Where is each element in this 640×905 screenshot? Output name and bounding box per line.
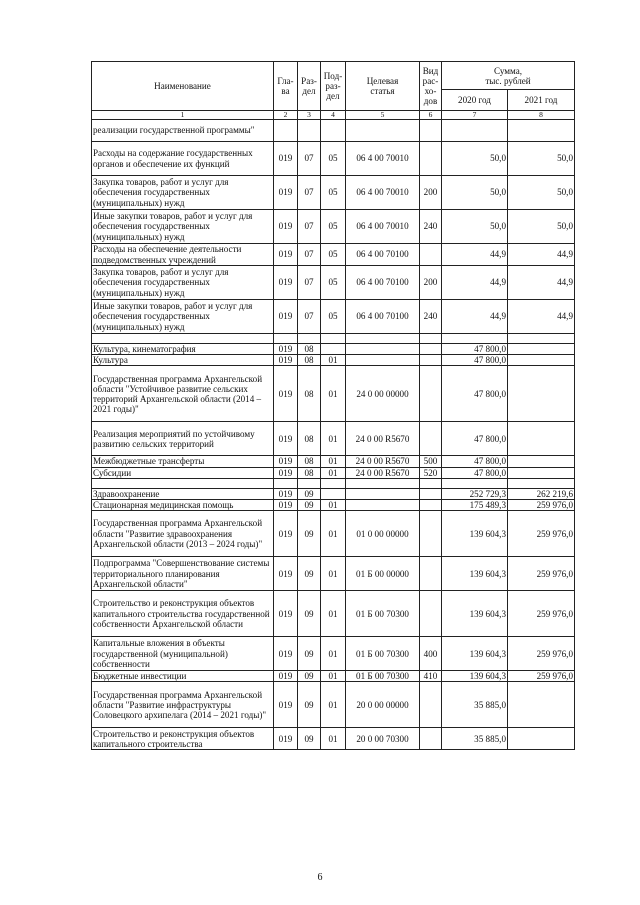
row-podrazdel (321, 120, 346, 142)
row-glava: 019 (274, 488, 298, 499)
row-name: Государственная программа Архангельской области "Развитие инфраструктуры Соловецкого архипелага (2014 – 2021 годы)" (92, 682, 274, 728)
row-target: 24 0 00 R5670 (346, 422, 420, 456)
row-sum-2020: 47 800,0 (442, 456, 508, 467)
row-target: 01 Б 00 70300 (346, 591, 420, 637)
row-target (346, 488, 420, 499)
row-sum-2020: 47 800,0 (442, 344, 508, 355)
header-target: Целевая статья (346, 62, 420, 111)
row-vid: 240 (420, 300, 442, 334)
row-sum-2020: 139 604,3 (442, 637, 508, 671)
table-body (92, 120, 575, 750)
row-vid (420, 366, 442, 422)
row-name: Строительство и реконструкция объектов капитального строительства (92, 728, 274, 750)
row-target: 06 4 00 70010 (346, 142, 420, 176)
row-sum-2020: 44,9 (442, 300, 508, 334)
row-razdel: 08 (298, 366, 321, 422)
row-podrazdel: 01 (321, 557, 346, 591)
colnum: 7 (442, 111, 508, 120)
row-target (346, 344, 420, 355)
row-name: Здравоохранение (92, 488, 274, 499)
row-sum-2020 (442, 120, 508, 142)
row-vid: 410 (420, 671, 442, 682)
row-sum-2021: 44,9 (508, 244, 575, 266)
table-row (92, 456, 575, 467)
colnum: 4 (321, 111, 346, 120)
empty-cell (274, 478, 298, 488)
colnum: 8 (508, 111, 575, 120)
row-target: 20 0 00 00000 (346, 682, 420, 728)
row-target: 24 0 00 00000 (346, 366, 420, 422)
row-target: 06 4 00 70010 (346, 210, 420, 244)
colnum: 6 (420, 111, 442, 120)
row-vid: 500 (420, 456, 442, 467)
header-vid: Вид рас- хо- дов (420, 62, 442, 111)
row-sum-2020: 50,0 (442, 210, 508, 244)
row-vid (420, 142, 442, 176)
table-row (92, 176, 575, 210)
row-name: Капитальные вложения в объекты государственной (муниципальной) собственности (92, 637, 274, 671)
row-sum-2020: 50,0 (442, 142, 508, 176)
empty-cell (346, 334, 420, 344)
table-row (92, 422, 575, 456)
empty-cell (442, 478, 508, 488)
row-podrazdel: 01 (321, 511, 346, 557)
row-target: 01 Б 00 70300 (346, 637, 420, 671)
row-name: Государственная программа Архангельской области "Устойчивое развитие сельских территорий Архангельской области (2014 – 2021 годы)" (92, 366, 274, 422)
header-sum: Сумма, тыс. рублей (442, 62, 575, 90)
row-glava: 019 (274, 682, 298, 728)
header-2021: 2021 год (508, 90, 575, 111)
row-razdel: 09 (298, 671, 321, 682)
table-row (92, 344, 575, 355)
table-row (92, 266, 575, 300)
row-sum-2021: 50,0 (508, 210, 575, 244)
row-podrazdel: 01 (321, 422, 346, 456)
row-name: Иные закупки товаров, работ и услуг для обеспечения государственных (муниципальных) нужд (92, 300, 274, 334)
table-row (92, 366, 575, 422)
row-glava: 019 (274, 300, 298, 334)
row-podrazdel: 05 (321, 266, 346, 300)
row-target: 06 4 00 70100 (346, 244, 420, 266)
row-glava (274, 120, 298, 142)
row-razdel: 07 (298, 266, 321, 300)
row-vid: 400 (420, 637, 442, 671)
header-podrazdel: Под- раз- дел (321, 62, 346, 111)
row-target (346, 120, 420, 142)
table-row (92, 637, 575, 671)
colnum: 5 (346, 111, 420, 120)
row-razdel: 09 (298, 511, 321, 557)
row-podrazdel: 01 (321, 671, 346, 682)
row-razdel: 09 (298, 637, 321, 671)
row-glava: 019 (274, 467, 298, 478)
empty-cell (321, 478, 346, 488)
row-razdel: 09 (298, 557, 321, 591)
row-vid (420, 557, 442, 591)
table-row (92, 500, 575, 511)
row-podrazdel: 05 (321, 142, 346, 176)
row-target: 24 0 00 R5670 (346, 467, 420, 478)
table-row (92, 120, 575, 142)
table-row (92, 488, 575, 499)
row-podrazdel: 05 (321, 300, 346, 334)
spacer-row (92, 334, 575, 344)
row-sum-2020: 47 800,0 (442, 422, 508, 456)
row-name: Строительство и реконструкция объектов капитального строительства государственной собственности Архангельской области (92, 591, 274, 637)
row-razdel: 09 (298, 488, 321, 499)
empty-cell (442, 334, 508, 344)
row-sum-2021 (508, 366, 575, 422)
row-razdel: 09 (298, 728, 321, 750)
row-vid (420, 244, 442, 266)
row-vid: 520 (420, 467, 442, 478)
row-glava: 019 (274, 511, 298, 557)
row-name: Иные закупки товаров, работ и услуг для обеспечения государственных (муниципальных) нужд (92, 210, 274, 244)
row-sum-2021: 259 976,0 (508, 511, 575, 557)
table-row (92, 355, 575, 366)
empty-cell (92, 334, 274, 344)
row-podrazdel: 01 (321, 456, 346, 467)
row-razdel: 07 (298, 142, 321, 176)
row-sum-2021: 262 219,6 (508, 488, 575, 499)
table-row (92, 300, 575, 334)
row-sum-2021: 50,0 (508, 176, 575, 210)
row-glava: 019 (274, 557, 298, 591)
row-glava: 019 (274, 591, 298, 637)
row-sum-2021: 259 976,0 (508, 637, 575, 671)
row-podrazdel (321, 488, 346, 499)
row-sum-2021 (508, 120, 575, 142)
row-name: Культура, кинематография (92, 344, 274, 355)
row-vid (420, 728, 442, 750)
row-razdel: 08 (298, 344, 321, 355)
row-sum-2021 (508, 355, 575, 366)
row-name: Государственная программа Архангельской области "Развитие здравоохранения Архангельской области (2013 – 2024 годы)" (92, 511, 274, 557)
row-podrazdel: 01 (321, 366, 346, 422)
row-sum-2021 (508, 467, 575, 478)
table-row (92, 210, 575, 244)
row-sum-2021: 259 976,0 (508, 671, 575, 682)
empty-cell (346, 478, 420, 488)
row-glava: 019 (274, 176, 298, 210)
row-vid: 200 (420, 266, 442, 300)
row-sum-2020: 139 604,3 (442, 591, 508, 637)
row-sum-2020: 139 604,3 (442, 671, 508, 682)
empty-cell (508, 478, 575, 488)
row-razdel: 08 (298, 467, 321, 478)
row-target (346, 355, 420, 366)
table-row (92, 671, 575, 682)
row-sum-2020: 47 800,0 (442, 355, 508, 366)
empty-cell (420, 478, 442, 488)
empty-cell (92, 478, 274, 488)
row-target (346, 500, 420, 511)
row-glava: 019 (274, 728, 298, 750)
row-sum-2021 (508, 682, 575, 728)
row-razdel: 08 (298, 422, 321, 456)
empty-cell (298, 478, 321, 488)
row-razdel: 07 (298, 300, 321, 334)
row-vid (420, 422, 442, 456)
row-glava: 019 (274, 671, 298, 682)
row-podrazdel: 05 (321, 176, 346, 210)
row-glava: 019 (274, 637, 298, 671)
column-numbers (92, 111, 575, 120)
header-razdel: Раз- дел (298, 62, 321, 111)
colnum: 2 (274, 111, 298, 120)
row-podrazdel: 01 (321, 682, 346, 728)
row-sum-2020: 47 800,0 (442, 366, 508, 422)
row-vid: 240 (420, 210, 442, 244)
row-podrazdel: 05 (321, 210, 346, 244)
row-podrazdel: 01 (321, 467, 346, 478)
row-podrazdel: 05 (321, 244, 346, 266)
row-sum-2020: 35 885,0 (442, 728, 508, 750)
row-sum-2020: 175 489,3 (442, 500, 508, 511)
row-razdel: 08 (298, 456, 321, 467)
header-2020: 2020 год (442, 90, 508, 111)
table-row (92, 591, 575, 637)
row-vid (420, 511, 442, 557)
row-glava: 019 (274, 344, 298, 355)
table-row (92, 142, 575, 176)
table-row (92, 244, 575, 266)
row-glava: 019 (274, 456, 298, 467)
row-glava: 019 (274, 500, 298, 511)
header-name: Наименование (92, 62, 274, 111)
row-sum-2021: 259 976,0 (508, 591, 575, 637)
row-razdel: 09 (298, 591, 321, 637)
row-target: 01 Б 00 00000 (346, 557, 420, 591)
row-sum-2021 (508, 728, 575, 750)
row-razdel: 07 (298, 210, 321, 244)
empty-cell (274, 334, 298, 344)
row-sum-2021 (508, 344, 575, 355)
row-razdel: 07 (298, 176, 321, 210)
row-podrazdel: 01 (321, 728, 346, 750)
row-glava: 019 (274, 422, 298, 456)
row-sum-2021: 50,0 (508, 142, 575, 176)
table-row (92, 728, 575, 750)
row-glava: 019 (274, 366, 298, 422)
table-header (92, 62, 575, 120)
row-target: 20 0 00 70300 (346, 728, 420, 750)
row-target: 06 4 00 70100 (346, 300, 420, 334)
row-target: 01 Б 00 70300 (346, 671, 420, 682)
row-sum-2021 (508, 456, 575, 467)
row-sum-2020: 139 604,3 (442, 557, 508, 591)
page-number: 6 (317, 872, 323, 883)
row-podrazdel: 01 (321, 591, 346, 637)
row-name: Культура (92, 355, 274, 366)
row-name: реализации государственной программы" (92, 120, 274, 142)
row-sum-2020: 139 604,3 (442, 511, 508, 557)
colnum: 1 (92, 111, 274, 120)
row-vid (420, 682, 442, 728)
row-sum-2020: 50,0 (442, 176, 508, 210)
row-target: 06 4 00 70100 (346, 266, 420, 300)
budget-table (91, 61, 575, 750)
row-name: Закупка товаров, работ и услуг для обеспечения государственных (муниципальных) нужд (92, 266, 274, 300)
table-row (92, 682, 575, 728)
row-podrazdel: 01 (321, 500, 346, 511)
row-podrazdel: 01 (321, 355, 346, 366)
row-sum-2021: 259 976,0 (508, 557, 575, 591)
row-vid (420, 355, 442, 366)
row-vid (420, 500, 442, 511)
row-sum-2020: 47 800,0 (442, 467, 508, 478)
table-row (92, 467, 575, 478)
row-name: Стационарная медицинская помощь (92, 500, 274, 511)
row-sum-2021: 44,9 (508, 300, 575, 334)
row-target: 01 0 00 00000 (346, 511, 420, 557)
row-glava: 019 (274, 355, 298, 366)
row-vid (420, 591, 442, 637)
row-sum-2020: 35 885,0 (442, 682, 508, 728)
row-razdel: 09 (298, 682, 321, 728)
row-razdel: 09 (298, 500, 321, 511)
row-podrazdel: 01 (321, 637, 346, 671)
row-podrazdel (321, 344, 346, 355)
table-row (92, 557, 575, 591)
row-vid (420, 120, 442, 142)
row-target: 24 0 00 R5670 (346, 456, 420, 467)
row-name: Субсидии (92, 467, 274, 478)
header-glava: Гла- ва (274, 62, 298, 111)
row-sum-2021: 259 976,0 (508, 500, 575, 511)
row-razdel (298, 120, 321, 142)
empty-cell (420, 334, 442, 344)
row-glava: 019 (274, 142, 298, 176)
empty-cell (508, 334, 575, 344)
row-glava: 019 (274, 244, 298, 266)
empty-cell (321, 334, 346, 344)
row-glava: 019 (274, 266, 298, 300)
row-name: Подпрограмма "Совершенствование системы территориального планирования Архангельской области" (92, 557, 274, 591)
row-name: Межбюджетные трансферты (92, 456, 274, 467)
row-sum-2020: 44,9 (442, 244, 508, 266)
row-name: Расходы на содержание государственных органов и обеспечение их функций (92, 142, 274, 176)
row-name: Реализация мероприятий по устойчивому развитию сельских территорий (92, 422, 274, 456)
row-sum-2021 (508, 422, 575, 456)
row-vid (420, 488, 442, 499)
row-sum-2020: 252 729,3 (442, 488, 508, 499)
colnum: 3 (298, 111, 321, 120)
row-vid (420, 344, 442, 355)
row-name: Бюджетные инвестиции (92, 671, 274, 682)
row-name: Закупка товаров, работ и услуг для обеспечения государственных (муниципальных) нужд (92, 176, 274, 210)
row-sum-2021: 44,9 (508, 266, 575, 300)
row-razdel: 08 (298, 355, 321, 366)
table-row (92, 511, 575, 557)
empty-cell (298, 334, 321, 344)
spacer-row (92, 478, 575, 488)
row-glava: 019 (274, 210, 298, 244)
row-target: 06 4 00 70010 (346, 176, 420, 210)
row-razdel: 07 (298, 244, 321, 266)
row-name: Расходы на обеспечение деятельности подведомственных учреждений (92, 244, 274, 266)
row-sum-2020: 44,9 (442, 266, 508, 300)
row-vid: 200 (420, 176, 442, 210)
